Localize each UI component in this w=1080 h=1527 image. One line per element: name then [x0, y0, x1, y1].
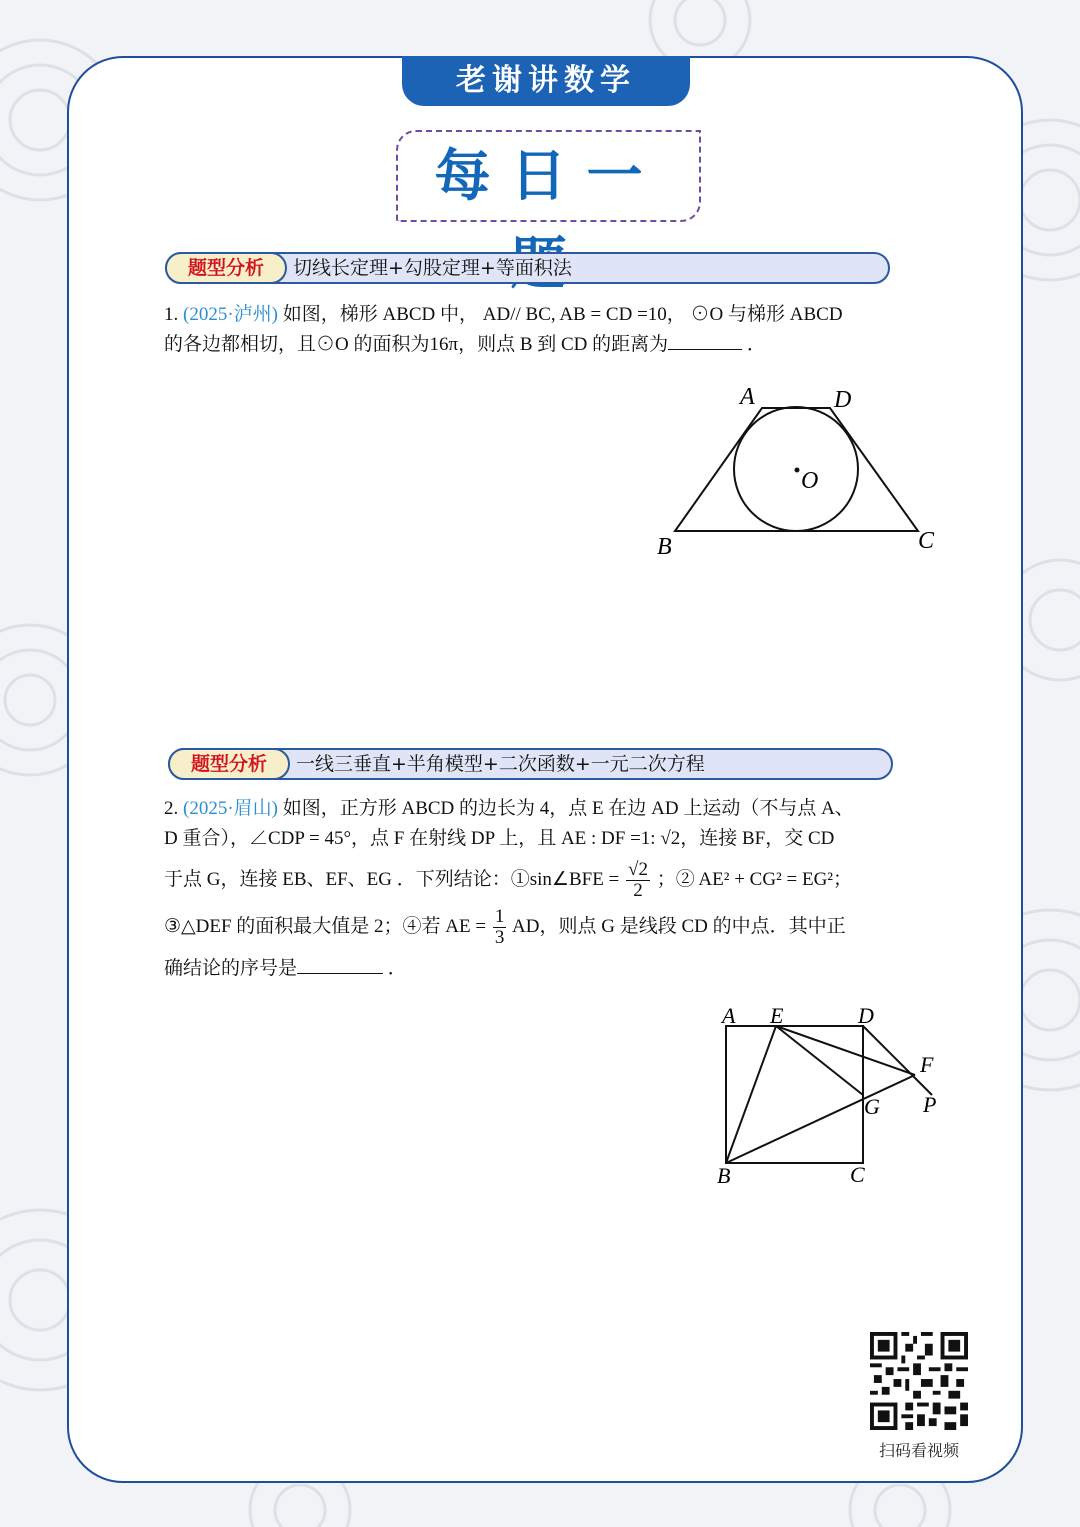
q2-line4-end: AD，则点 G 是线段 CD 的中点．其中正	[512, 915, 846, 937]
q1-figure	[650, 380, 950, 560]
q1-tag-bar	[165, 252, 890, 284]
q2-line4-text: ③△DEF 的面积最大值是 2；④若 AE =	[164, 915, 487, 937]
q2-line2: D 重合），∠CDP = 45°，点 F 在射线 DP 上，且 AE : DF =1: √2，连接 BF，交 CD	[164, 828, 835, 849]
q1-number: 1.	[164, 304, 179, 325]
q2-frac1-den: 2	[633, 880, 643, 901]
q2-figure	[710, 1000, 950, 1190]
q1-label-C: C	[918, 528, 935, 554]
q2-line3	[164, 860, 944, 901]
q2-text	[164, 794, 944, 984]
qr-caption: 扫码看视频	[878, 1441, 959, 1460]
q2-source: (2025·眉山)	[183, 798, 278, 819]
q2-label-E: E	[770, 1003, 784, 1028]
q1-tag-text: 切线长定理+勾股定理+等面积法	[293, 257, 572, 279]
q2-frac1-num: √2	[628, 859, 648, 880]
q1-tag-label: 题型分析	[165, 252, 287, 284]
q2-line5-end: ．	[387, 958, 407, 979]
q2-seg-EF	[776, 1026, 915, 1075]
q2-frac2-num: 1	[494, 906, 505, 927]
q2-line5-text: 确结论的序号是	[164, 958, 298, 979]
q2-frac2-den: 3	[494, 927, 505, 948]
q2-label-C: C	[850, 1162, 865, 1187]
q1-source: (2025·泸州)	[183, 304, 278, 325]
q2-label-D: D	[858, 1003, 874, 1028]
q2-tag-bar	[168, 748, 893, 780]
q2-fraction-2	[493, 907, 507, 948]
q1-text	[164, 300, 934, 360]
q2-label-P: P	[923, 1092, 937, 1117]
q1-label-D: D	[834, 387, 852, 413]
q2-label-B: B	[717, 1163, 731, 1188]
q1-line2	[164, 330, 934, 360]
q2-square	[726, 1026, 863, 1163]
q2-answer-blank	[297, 955, 383, 974]
q2-line4	[164, 907, 944, 948]
q2-line3-end: ；② AE² + CG² = EG²；	[656, 868, 852, 890]
brand-title: 老谢讲数学	[402, 56, 690, 106]
q1-label-O: O	[801, 468, 819, 494]
q2-label-G: G	[864, 1094, 880, 1119]
q2-fraction-1	[626, 860, 650, 901]
q1-line1	[164, 300, 934, 330]
q2-line5	[164, 954, 944, 984]
q2-tag-label: 题型分析	[168, 748, 290, 780]
q2-line1-text: 如图，正方形 ABCD 的边长为 4，点 E 在边 AD 上运动（不与点 A、	[282, 798, 854, 819]
q1-line2-text: 的各边都相切，且⊙O 的面积为16π，则点 B 到 CD 的距离为	[164, 334, 669, 355]
q1-label-B: B	[657, 534, 672, 560]
q2-tag-text: 一线三垂直+半角模型+二次函数+一元二次方程	[296, 753, 705, 775]
q2-label-F: F	[920, 1052, 934, 1077]
q2-seg-EG	[776, 1026, 863, 1095]
q1-label-A: A	[740, 384, 755, 410]
qr-code[interactable]	[870, 1332, 968, 1430]
q1-answer-blank	[668, 331, 742, 350]
q2-label-A: A	[722, 1003, 736, 1028]
q1-line2-end: ．	[746, 334, 766, 355]
q1-center-dot	[795, 468, 800, 473]
q2-line1	[164, 794, 944, 824]
q1-line1-text: 如图，梯形 ABCD 中， AD// BC, AB = CD =10， ⊙O 与梯形 ABCD	[282, 304, 843, 325]
q2-line3-text: 于点 G，连接 EB、EF、EG ．下列结论：①sin∠BFE =	[164, 868, 620, 890]
q2-number: 2.	[164, 798, 179, 819]
daily-question-title: 每日一	[396, 130, 701, 222]
